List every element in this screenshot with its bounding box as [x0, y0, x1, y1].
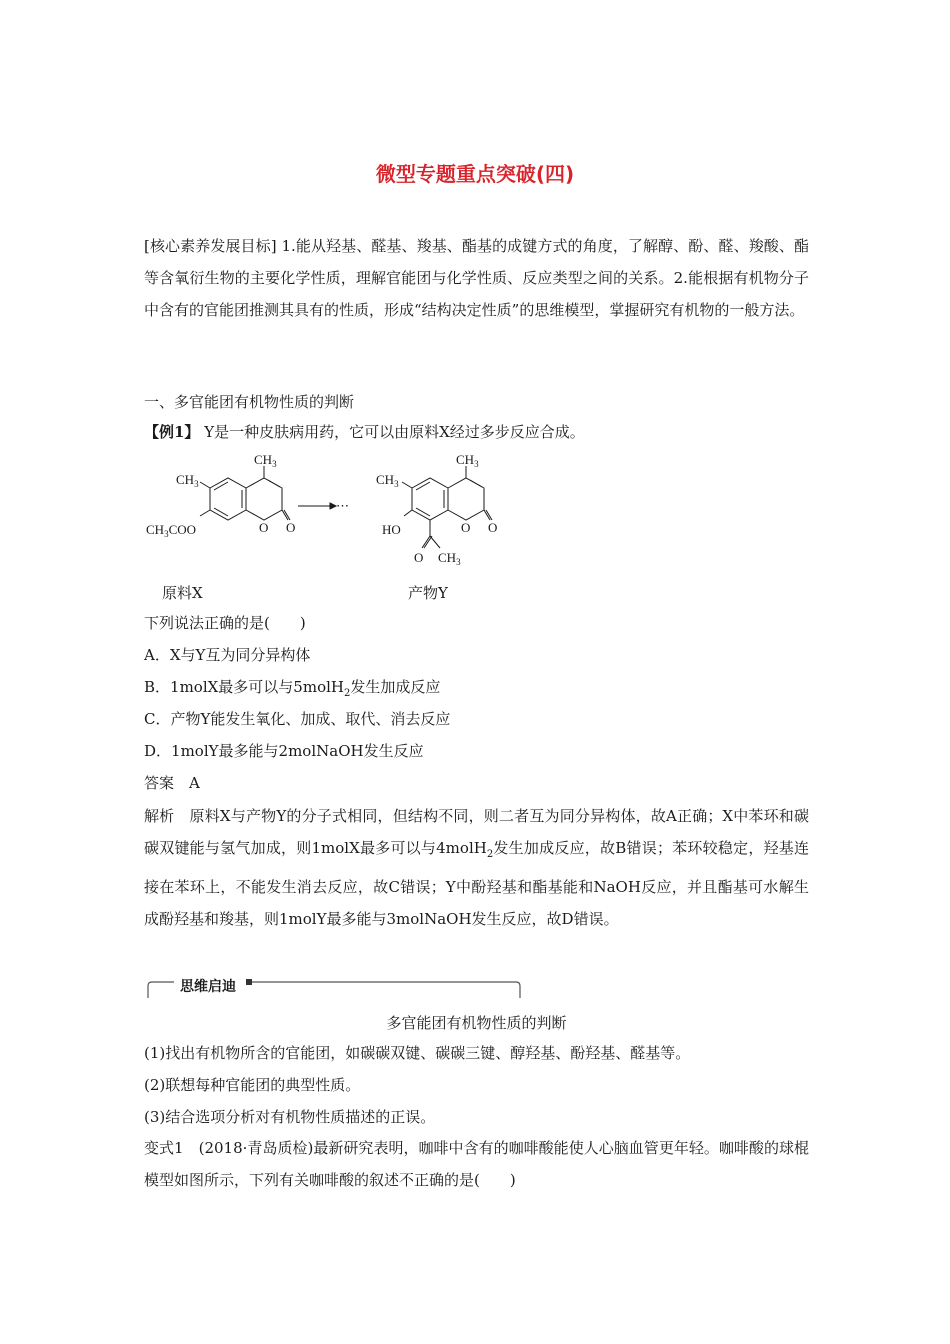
think-item-3: (3)结合选项分析对有机物性质描述的正误。 — [144, 1108, 436, 1126]
arrow-dots: ⋯ — [336, 498, 349, 513]
think-heading: 多官能团有机物性质的判断 — [386, 1014, 567, 1032]
y-ch3-left: $CH_3$ — [376, 472, 399, 489]
option-b: B．1molX最多可以与5molH$_2$发生加成反应 — [144, 678, 441, 699]
page-title: 微型专题重点突破(四) — [375, 162, 575, 186]
option-a: A．X与Y互为同分异构体 — [144, 646, 311, 664]
x-ch3-left: $CH_3$ — [176, 472, 199, 489]
y-carbonyl-oxygen: O — [488, 520, 498, 535]
objectives-text: 1.能从羟基、醛基、羧基、酯基的成键方式的角度，了解醇、酚、醛、羧酸、酯等含氧衍生物的主要化学性质，理解官能团与化学性质、反应类型之间的关系。2.能根据有机物分子中含有的官能团推测其具有的性质，形成“结构决定性质”的思维模型，掌握研究有机物的一般方法。 — [144, 237, 809, 319]
think-box-header — [144, 976, 524, 1000]
variant-paragraph: 变式1 (2018·青岛质检)最新研究表明，咖啡中含有的咖啡酸能使人心脑血管更年轻。咖啡酸的球棍模型如图所示，下列有关咖啡酸的叙述不正确的是( ) — [144, 1139, 809, 1189]
question: 下列说法正确的是( ) — [144, 614, 306, 632]
option-c: C．产物Y能发生氧化、加成、取代、消去反应 — [144, 710, 451, 728]
caption-x: 原料X — [162, 584, 203, 602]
objectives-label: [核心素养发展目标] — [144, 237, 277, 255]
section-heading: 一、多官能团有机物性质的判断 — [144, 393, 355, 411]
y-acetyl-oxygen: O — [414, 550, 424, 565]
y-acetyl-ch3: $CH_3$ — [438, 550, 461, 567]
example-label: 【例1】 — [144, 423, 200, 441]
answer: 答案 A — [144, 774, 200, 792]
example-stem: Y是一种皮肤病用药，它可以由原料X经过多步反应合成。 — [204, 423, 585, 441]
y-hydroxyl: HO — [382, 522, 401, 537]
caption-y: 产物Y — [408, 584, 448, 602]
example-stem-line — [144, 421, 585, 443]
think-label: 思维启迪 — [176, 976, 240, 996]
x-ring-oxygen: O — [259, 520, 269, 535]
analysis-paragraph: 解析 原料X与产物Y的分子式相同，但结构不同，则二者互为同分异构体，故A正确；X中苯环和碳碳双键能与氢气加成，则1molX最多可以与4molH$_2$发生加成反应，故B错误；苯环较稳定，羟基连接在苯环上，不能发生消去反应，故C错误；Y中酚羟基和酯基能和NaOH反应，并且酯基可水解生成酚羟基和羧基，则1molY最多能与3molNaOH发生反应，故D错误。 — [144, 807, 810, 928]
option-d: D．1molY最多能与2molNaOH发生反应 — [144, 742, 424, 760]
x-carbonyl-oxygen: O — [286, 520, 296, 535]
molecule-x — [200, 466, 290, 520]
reaction-scheme — [140, 450, 520, 575]
x-acetoxy: $CH_3COO$ — [146, 522, 197, 539]
reaction-arrow — [298, 503, 336, 509]
y-ch3-top: $CH_3$ — [456, 452, 479, 469]
x-ch3-top: $CH_3$ — [254, 452, 277, 469]
think-item-1: (1)找出有机物所含的官能团，如碳碳双键、碳碳三键、醇羟基、酚羟基、醛基等。 — [144, 1044, 691, 1062]
molecule-y — [402, 466, 492, 548]
objectives-paragraph — [144, 230, 809, 326]
think-item-2: (2)联想每种官能团的典型性质。 — [144, 1076, 361, 1094]
y-ring-oxygen: O — [461, 520, 471, 535]
